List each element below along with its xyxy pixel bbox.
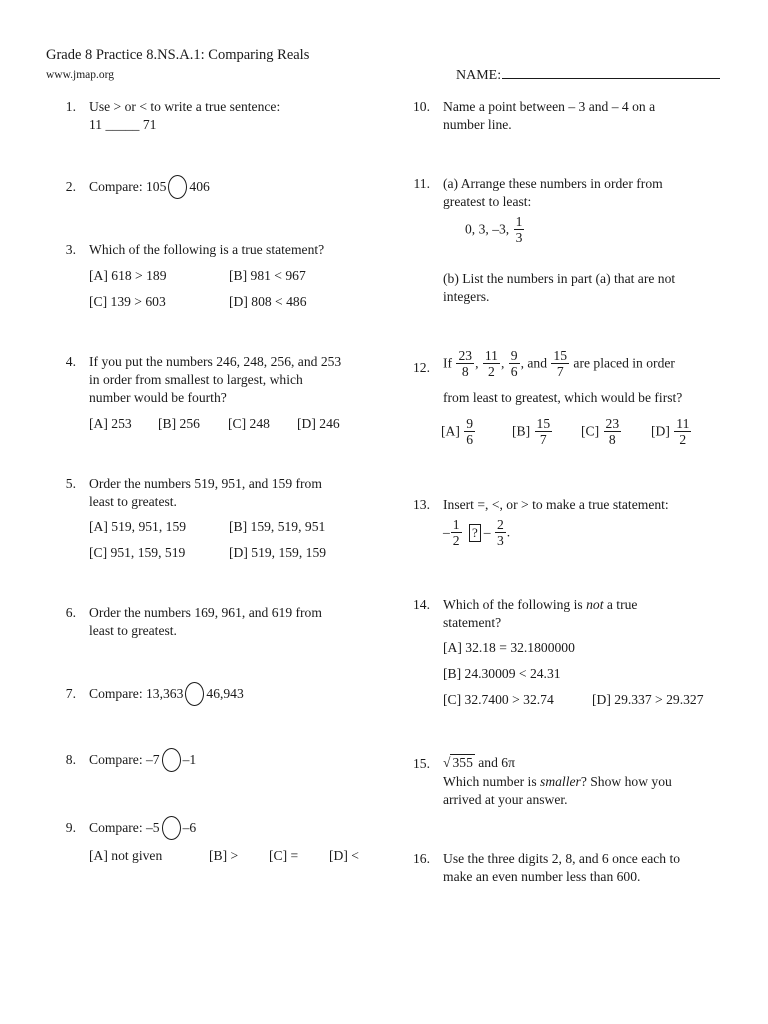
- square-root: √ 355: [443, 755, 473, 770]
- answer-choice[interactable]: [D] 808 < 486: [229, 294, 307, 309]
- answer-choice[interactable]: [D] <: [329, 848, 359, 863]
- question-number: 5.: [65, 476, 76, 491]
- question-text: number would be fourth?: [89, 390, 227, 405]
- fraction: $\frac{15}{7}$: [553, 348, 568, 379]
- worksheet-title: Grade 8 Practice 8.NS.A.1: Comparing Reals: [46, 47, 310, 63]
- answer-choice[interactable]: [B] 24.30009 < 24.31: [443, 666, 561, 681]
- question-text: least to greatest.: [89, 623, 177, 638]
- answer-choice[interactable]: [A] 253: [89, 416, 132, 431]
- fraction: $\frac{9}{6}$: [510, 348, 518, 379]
- answer-choice[interactable]: [B] 256: [158, 416, 200, 431]
- answer-choice[interactable]: [C] 139 > 603: [89, 294, 166, 309]
- answer-choice[interactable]: [B] 981 < 967: [229, 268, 306, 283]
- question-text: number line.: [443, 117, 512, 132]
- question-number: 14.: [413, 597, 430, 612]
- question-text: Name a point between – 3 and – 4 on a: [443, 99, 656, 114]
- question-text: Order the numbers 519, 951, and 159 from: [89, 476, 322, 491]
- question-number: 4.: [65, 354, 76, 369]
- question-text: If $\frac{23}{8}$ , $\frac{11}{2}$ , $\frac{9}{6}$ , and $\frac{15}{7}$ are placed in order: [443, 348, 675, 379]
- question-number: 9.: [65, 820, 76, 835]
- question-text: Which number is smaller? Show how you: [443, 774, 672, 789]
- question-text: 11 _____ 71: [89, 117, 157, 132]
- question-text: Which of the following is not a true: [443, 597, 638, 612]
- compare-circle[interactable]: [162, 748, 181, 772]
- question-number: 2.: [65, 179, 76, 194]
- question-text: greatest to least:: [443, 194, 532, 209]
- question-text: Compare: –7 –1: [89, 749, 196, 773]
- question-text: √ 355 and 6π: [443, 755, 515, 770]
- answer-choice[interactable]: [D] $\frac{11}{2}$: [651, 416, 690, 447]
- answer-choice[interactable]: [D] 246: [297, 416, 340, 431]
- name-field[interactable]: [456, 64, 720, 85]
- number-list: 0, 3, –3, $\frac{1}{3}$: [465, 214, 523, 245]
- question-text: integers.: [443, 289, 490, 304]
- question-text: Compare: 105 406: [89, 176, 210, 200]
- answer-choice[interactable]: [D] 29.337 > 29.327: [592, 692, 704, 707]
- fraction: $\frac{11}{2}$: [484, 348, 498, 379]
- question-text: make an even number less than 600.: [443, 869, 641, 884]
- question-number: 16.: [413, 851, 430, 866]
- question-number: 3.: [65, 242, 76, 257]
- question-number: 6.: [65, 605, 76, 620]
- answer-choice[interactable]: [A] 32.18 = 32.1800000: [443, 640, 575, 655]
- answer-choice[interactable]: [C] 32.7400 > 32.74: [443, 692, 554, 707]
- question-text: Use > or < to write a true sentence:: [89, 99, 281, 114]
- question-text: arrived at your answer.: [443, 792, 568, 807]
- answer-choice[interactable]: [A] not given: [89, 848, 163, 863]
- answer-box[interactable]: ?: [469, 524, 481, 542]
- question-text: (b) List the numbers in part (a) that are not: [443, 271, 676, 286]
- question-text: Compare: 13,363 46,943: [89, 683, 244, 707]
- compare-circle[interactable]: [168, 175, 187, 199]
- answer-choice[interactable]: [B] 159, 519, 951: [229, 519, 326, 534]
- answer-choice[interactable]: [A] 519, 951, 159: [89, 519, 187, 534]
- name-label: NAME:: [456, 68, 502, 83]
- answer-choice[interactable]: [A] 618 > 189: [89, 268, 167, 283]
- question-text: Use the three digits 2, 8, and 6 once each to: [443, 851, 681, 866]
- answer-choice[interactable]: [A] $\frac{9}{6}$: [441, 416, 474, 447]
- question-text: If you put the numbers 246, 248, 256, and 253: [89, 354, 342, 369]
- answer-choice[interactable]: [B] >: [209, 848, 239, 863]
- fraction: $\frac{1}{3}$: [515, 214, 523, 245]
- answer-choice[interactable]: [C] =: [269, 848, 299, 863]
- question-number: 12.: [413, 360, 430, 375]
- answer-choice[interactable]: [B] $\frac{15}{7}$: [512, 416, 551, 447]
- answer-choice[interactable]: [C] 951, 159, 519: [89, 545, 186, 560]
- question-number: 10.: [413, 99, 430, 114]
- question-text: Order the numbers 169, 961, and 619 from: [89, 605, 322, 620]
- compare-circle[interactable]: [185, 682, 204, 706]
- question-text: from least to greatest, which would be first?: [443, 390, 683, 405]
- question-text: (a) Arrange these numbers in order from: [443, 176, 663, 191]
- answer-choice[interactable]: [C] $\frac{23}{8}$: [581, 416, 620, 447]
- name-blank-line[interactable]: [502, 64, 720, 79]
- question-number: 1.: [65, 99, 76, 114]
- question-number: 7.: [65, 686, 76, 701]
- question-text: Compare: –5 –6: [89, 817, 196, 841]
- question-text: Insert =, <, or > to make a true statement:: [443, 497, 669, 512]
- fraction: $\frac{23}{8}$: [458, 348, 473, 379]
- question-number: 11.: [413, 176, 430, 191]
- question-number: 8.: [65, 752, 76, 767]
- answer-choice[interactable]: [C] 248: [228, 416, 270, 431]
- question-text: least to greatest.: [89, 494, 177, 509]
- compare-circle[interactable]: [162, 816, 181, 840]
- question-number: 15.: [413, 756, 430, 771]
- question-number: 13.: [413, 497, 430, 512]
- question-text: in order from smallest to largest, which: [89, 372, 303, 387]
- question-text: statement?: [443, 615, 502, 630]
- question-text: Which of the following is a true statement?: [89, 242, 325, 257]
- comparison-expression: – $\frac{1}{2}$ ? – $\frac{2}{3}$ .: [443, 517, 511, 548]
- answer-choice[interactable]: [D] 519, 159, 159: [229, 545, 327, 560]
- site-url: www.jmap.org: [46, 69, 115, 81]
